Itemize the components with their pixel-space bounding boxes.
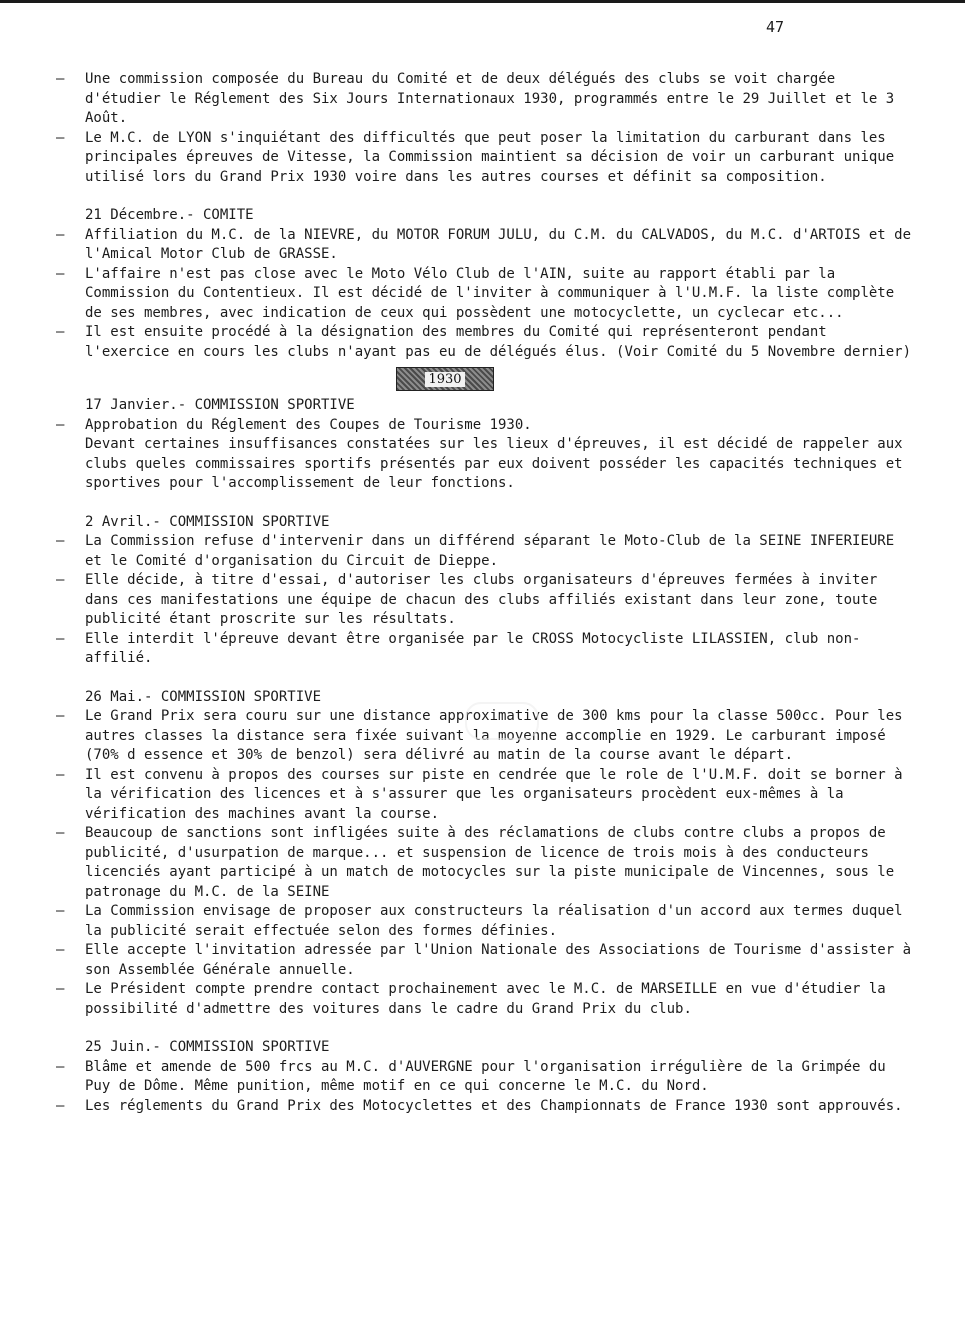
item-text: Beaucoup de sanctions sont infligées suite à des réclamations de clubs contre clubs a propos de publicité, d'usurpation de marque... et suspension de licence de trois mois à des conducteurs licenciés ayant participé à un match de motocycles sur la piste municipale de Vincennes, sous le patronage du M.C. de la SEINE: [85, 825, 895, 900]
list-item: [56, 1058, 916, 1097]
list-item: [56, 129, 916, 188]
meeting-heading: 21 Décembre.- COMITE: [85, 207, 254, 223]
spacer: [56, 187, 916, 206]
item-text: Le Président compte prendre contact prochainement avec le M.C. de MARSEILLE en vue d'étudier la possibilité d'admettre des voitures dans le cadre du Grand Prix du club.: [85, 981, 886, 1017]
bullet-dash: –: [56, 630, 65, 647]
bullet-dash: –: [56, 265, 65, 282]
spacer: [56, 669, 916, 688]
year-label: 1930: [425, 372, 464, 387]
spacer: [56, 1019, 916, 1038]
item-text: Il est ensuite procédé à la désignation des membres du Comité qui représenteront pendant l'exercice en cours les clubs n'ayant pas eu de délégués élus. (Voir Comité du 5 Novembre dernier): [85, 324, 912, 360]
list-item: [56, 902, 916, 941]
list-item: [56, 70, 916, 129]
item-text: L'affaire n'est pas close avec le Moto Vélo Club de l'AIN, suite au rapport établi par la Commission du Contentieux. Il est décidé de l'inviter à communiquer à l'U.M.F. la liste complète de ses membres, avec indication de ceux qui possèdent une motocyclette, un cyclecar etc...: [85, 265, 895, 321]
bullet-dash: –: [56, 766, 65, 783]
meeting-heading: 17 Janvier.- COMMISSION SPORTIVE: [85, 397, 355, 413]
list-item: [56, 766, 916, 825]
bullet-dash: –: [56, 533, 65, 549]
bullet-dash: –: [56, 71, 65, 87]
spacer: [56, 494, 916, 513]
meeting-jan17: [56, 396, 916, 494]
bullet-dash: –: [56, 416, 65, 433]
list-item: [56, 980, 916, 1019]
section-top: [56, 70, 916, 187]
list-item: [56, 630, 916, 669]
item-text: Le Grand Prix sera couru sur une distance approximative de 300 kms pour la classe 500cc. Pour les autres classes la distance sera fixée suivant la moyenne accomplie en 1929. Le carburant imposé (70% d essence et 30% de benzol) sera délivré au matin de la course avant le départ.: [85, 708, 903, 763]
meeting-heading: 25 Juin.- COMMISSION SPORTIVE: [85, 1039, 330, 1055]
bullet-dash: –: [56, 226, 65, 243]
item-text: Il est convenu à propos des courses sur piste en cendrée que le role de l'U.M.F. doit se borner à la vérification des licences et à s'assurer que les organisateurs procèdent eux-mêmes à la vérification des machines avant la course.: [85, 766, 903, 822]
document-body: [56, 70, 916, 1116]
list-item: [56, 226, 916, 265]
list-item: [56, 323, 916, 362]
bullet-dash: –: [56, 942, 65, 958]
item-text: Blâme et amende de 500 frcs au M.C. d'AUVERGNE pour l'organisation irrégulière de la Grimpée du Puy de Dôme. Même punition, même motif en ce qui concerne le M.C. du Nord.: [85, 1058, 886, 1094]
item-text: Les réglements du Grand Prix des Motocyclettes et des Championnats de France 1930 sont approuvés.: [85, 1097, 903, 1114]
item-text: Elle décide, à titre d'essai, d'autoriser les clubs organisateurs d'épreuves fermées à inviter dans ces manifestations une équipe de chacun des clubs affiliés existant dans leur zone, toute publicité étant proscrite sur les résultats.: [85, 572, 878, 627]
list-item: [56, 532, 916, 571]
item-text: La Commission refuse d'intervenir dans un différend séparant le Moto-Club de la SEINE INFERIEURE et le Comité d'organisation du Circuit de Dieppe.: [85, 533, 895, 569]
bullet-dash: –: [56, 708, 65, 724]
item-text: La Commission envisage de proposer aux constructeurs la réalisation d'un accord aux termes duquel la publicité serait effectuée selon des formes définies.: [85, 903, 903, 939]
year-divider: [56, 362, 916, 396]
list-item: [56, 824, 916, 902]
meeting-apr2: [56, 513, 916, 669]
top-rule: [0, 0, 965, 3]
bullet-dash: –: [56, 981, 65, 997]
bullet-dash: –: [56, 825, 65, 841]
list-item: [56, 1097, 916, 1117]
item-text: Une commission composée du Bureau du Comité et de deux délégués des clubs se voit chargée d'étudier le Réglement des Six Jours Internationaux 1930, programmés entre le 29 Juillet et le 3 Août.: [85, 71, 895, 126]
list-item: [56, 416, 916, 436]
list-item: [56, 941, 916, 980]
bullet-dash: –: [56, 572, 65, 588]
bullet-dash: –: [56, 129, 65, 146]
item-text: Le M.C. de LYON s'inquiétant des difficultés que peut poser la limitation du carburant dans les principales épreuves de Vitesse, la Commission maintient sa décision de voir un carburant unique utilisé lors du Grand Prix 1930 voire dans les autres courses et définit sa composition.: [85, 129, 895, 185]
meeting-heading: 2 Avril.- COMMISSION SPORTIVE: [85, 513, 330, 530]
bullet-dash: –: [56, 1097, 65, 1114]
meeting-dec21: [56, 206, 916, 362]
list-item: [56, 571, 916, 630]
paragraph: Devant certaines insuffisances constatées sur les lieux d'épreuves, il est décidé de rappeler aux clubs queles commissaires sportifs présentés par eux doivent posséder les capacités techniques et sportives pour l'accomplissement de leur fonctions.: [85, 436, 903, 491]
page-number: 47: [766, 18, 785, 36]
year-badge: [396, 367, 494, 391]
meeting-heading: 26 Mai.- COMMISSION SPORTIVE: [85, 688, 322, 705]
bullet-dash: –: [56, 324, 65, 340]
list-item: [56, 265, 916, 324]
faint-watermark: [465, 702, 539, 740]
item-text: Affiliation du M.C. de la NIEVRE, du MOTOR FORUM JULU, du C.M. du CALVADOS, du M.C. d'ARTOIS et de l'Amical Motor Club de GRASSE.: [85, 226, 912, 262]
meeting-jun25: [56, 1038, 916, 1116]
bullet-dash: –: [56, 903, 65, 919]
item-text: Elle interdit l'épreuve devant être organisée par le CROSS Motocycliste LILASSIEN, club non-affilié.: [85, 630, 861, 666]
item-text: Approbation du Réglement des Coupes de Tourisme 1930.: [85, 416, 532, 433]
bullet-dash: –: [56, 1058, 65, 1075]
item-text: Elle accepte l'invitation adressée par l'Union Nationale des Associations de Tourisme d'assister à son Assemblée Générale annuelle.: [85, 942, 912, 978]
